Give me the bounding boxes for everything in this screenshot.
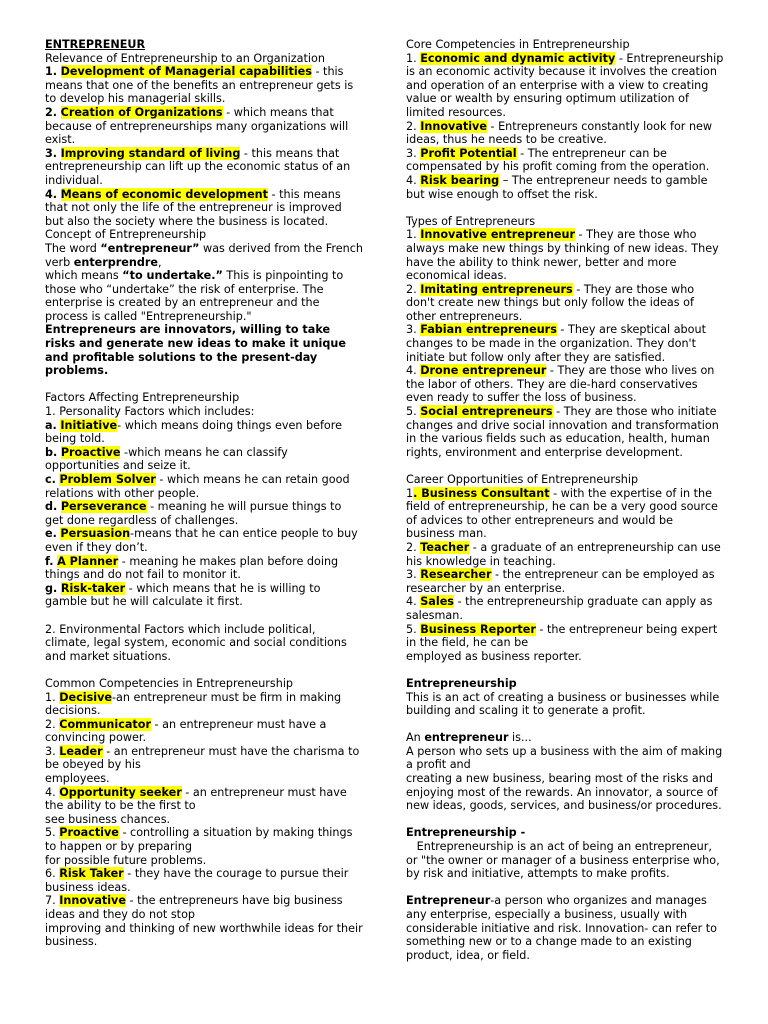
factors-subheading: 1. Personality Factors which includes: (45, 405, 255, 419)
list-item: 4. Risk bearing – The entrepreneur needs to gamble but wise enough to offset the risk. (406, 173, 708, 201)
list-item: d. Perseverance - meaning he will pursue things to get done regardless of challenges. (45, 500, 342, 527)
list-item-continuation: see business chances. (45, 812, 171, 826)
list-item: f. A Planner - meaning he makes plan before doing things and do not fail to monitor it. (45, 554, 339, 582)
definition-heading-entrepreneurship-2: Entrepreneurship - (406, 826, 526, 840)
list-item: c. Problem Solver - which means he can retain good relations with other people. (45, 473, 350, 500)
list-item-continuation: improving and thinking of new worthwhile ideas for their business. (45, 921, 363, 949)
list-item: 3. Improving standard of living - this means that entrepreneurship can lift up the economic status of an individual. (45, 146, 351, 187)
definition-heading-entrepreneur: An entrepreneur is... (406, 731, 532, 745)
definition-text-entrepreneurship-2: Entrepreneurship is an act of being an entrepreneur, or "the owner or manager of a business enterprise who, by risk and initiative, attempts to make profits. (406, 840, 724, 881)
definition-heading-entrepreneurship: Entrepreneurship (406, 676, 517, 690)
relevance-list (45, 65, 363, 228)
spacer (406, 663, 724, 677)
list-item: 3. Fabian entrepreneurs - They are skeptical about changes to be made in the organization. They don't initiate but follow only after they are satisfied. (406, 323, 706, 364)
career-heading: Career Opportunities of Entrepreneurship (406, 473, 639, 486)
list-item: 5. Business Reporter - the entrepreneur being expert in the field, he can be (406, 622, 718, 650)
list-item: 7. Innovative - the entrepreneurs have big business ideas and they do not stop (45, 894, 343, 921)
common-list (45, 691, 363, 949)
list-item: 6. Risk Taker - they have the courage to pursue their business ideas. (45, 867, 349, 894)
spacer (45, 663, 363, 677)
list-item-continuation: for possible future problems. (45, 853, 207, 867)
list-item: 1. Economic and dynamic activity - Entrepreneurship is an economic activity because it involves the creation and operation of an enterprise with a view to creating value or wealth by ensuring optimum utilization of limited resources. (406, 51, 724, 119)
spacer (406, 718, 724, 732)
list-item: 2. Imitating entrepreneurs - They are those who don't create new things but only follow the ideas of other entrepreneurs. (406, 282, 695, 323)
types-heading: Types of Entrepreneurs (406, 214, 536, 228)
list-item: b. Proactive -which means he can classify opportunities and seize it. (45, 445, 288, 473)
factors-heading: Factors Affecting Entrepreneurship (45, 391, 240, 405)
definition-text-entrepreneurship: This is an act of creating a business or businesses while building and scaling it to generate a profit. (406, 690, 720, 718)
document-title: ENTREPRENEUR (45, 38, 146, 51)
right-column (406, 38, 724, 962)
list-item: g. Risk-taker - which means that he is willing to gamble but he will calculate it first. (45, 581, 321, 609)
list-item: 2. Creation of Organizations - which means that because of entrepreneurships many organizations will exist. (45, 105, 349, 147)
left-column (45, 38, 363, 949)
list-item: 3. Profit Potential - The entrepreneur can be compensated by his profit coming from the operation. (406, 146, 710, 174)
core-heading: Core Competencies in Entrepreneurship (406, 38, 630, 51)
list-item: 3. Leader - an entrepreneur must have the charisma to be obeyed by his (45, 744, 360, 772)
list-item: 1. Development of Managerial capabilities - this means that one of the benefits an entrepreneur gets is to develop his managerial skills. (45, 65, 354, 106)
list-item: 5. Social entrepreneurs - They are those who initiate changes and drive social innovation and transformation in the various fields such as education, health, human rights, environment and enterprise development. (406, 405, 719, 459)
career-list (406, 487, 724, 664)
concept-bold-statement: Entrepreneurs are innovators, willing to take risks and generate new ideas to make it unique and profitable solutions to the present-day problems. (45, 323, 346, 378)
concept-heading: Concept of Entrepreneurship (45, 228, 207, 242)
list-item: 4. Means of economic development - this means that not only the life of the entrepreneur is improved but also the society where the business is located. (45, 187, 342, 228)
spacer (406, 459, 724, 473)
environmental-factors: 2. Environmental Factors which include political, climate, legal system, economic and social conditions and market situations. (45, 622, 347, 663)
list-item-continuation: employees. (45, 772, 110, 786)
spacer (406, 881, 724, 895)
list-item-continuation: employed as business reporter. (406, 649, 582, 663)
list-item: 4. Drone entrepreneur - They are those who lives on the labor of others. They are die-hard conservatives even ready to suffer the loss of business. (406, 364, 715, 405)
list-item: 1. Innovative entrepreneur - They are those who always make new things by thinking of new ideas. They have the ability to think newer, better and more economical ideas. (406, 228, 719, 283)
list-item: e. Persuasion-means that he can entice people to buy even if they don’t. (45, 527, 358, 554)
concept-paragraph-2: which means “to undertake.” This is pinpointing to those who “undertake” the risk of enterprise. The enterprise is created by an entrepreneur and the process is called "Entrepreneurship." (45, 269, 344, 323)
definition-line-2: creating a new business, bearing most of the risks and enjoying most of the rewards. An innovator, a source of new ideas, goods, services, and business/or procedures. (406, 772, 722, 813)
spacer (406, 813, 724, 827)
definition-entrepreneur-2: Entrepreneur-a person who organizes and manages any enterprise, especially a business, usually with considerable initiative and risk. Innovation- can refer to something new or to a change made to an existing product, idea, or field. (406, 894, 717, 962)
list-item: 4. Sales - the entrepreneurship graduate can apply as salesman. (406, 595, 713, 622)
list-item: 1. Business Consultant - with the expertise of in the field of entrepreneurship, he can be a very good source of advices to other entrepreneurs and would be business man. (406, 486, 718, 541)
core-list (406, 52, 724, 202)
personality-list (45, 419, 363, 609)
list-item: 5. Proactive - controlling a situation by making things to happen or by preparing (45, 826, 353, 854)
concept-paragraph-1: The word “entrepreneur” was derived from the French verb enterprendre, (45, 241, 363, 269)
list-item: 1. Decisive-an entrepreneur must be firm in making decisions. (45, 690, 342, 718)
relevance-heading: Relevance of Entrepreneurship to an Organization (45, 51, 325, 65)
list-item: 2. Teacher - a graduate of an entrepreneurship can use his knowledge in teaching. (406, 540, 721, 568)
list-item: a. Initiative- which means doing things even before being told. (45, 418, 342, 446)
definition-line-1: A person who sets up a business with the aim of making a profit and (406, 744, 723, 772)
spacer (45, 609, 363, 623)
spacer (45, 378, 363, 392)
list-item: 3. Researcher - the entrepreneur can be employed as researcher by an enterprise. (406, 568, 715, 595)
common-heading: Common Competencies in Entrepreneurship (45, 676, 294, 690)
list-item: 4. Opportunity seeker - an entrepreneur must have the ability to be the first to (45, 785, 347, 813)
types-list (406, 228, 724, 459)
list-item: 2. Innovative - Entrepreneurs constantly look for new ideas, thus he needs to be creative. (406, 119, 713, 147)
spacer (406, 201, 724, 215)
list-item: 2. Communicator - an entrepreneur must have a convincing power. (45, 717, 327, 745)
